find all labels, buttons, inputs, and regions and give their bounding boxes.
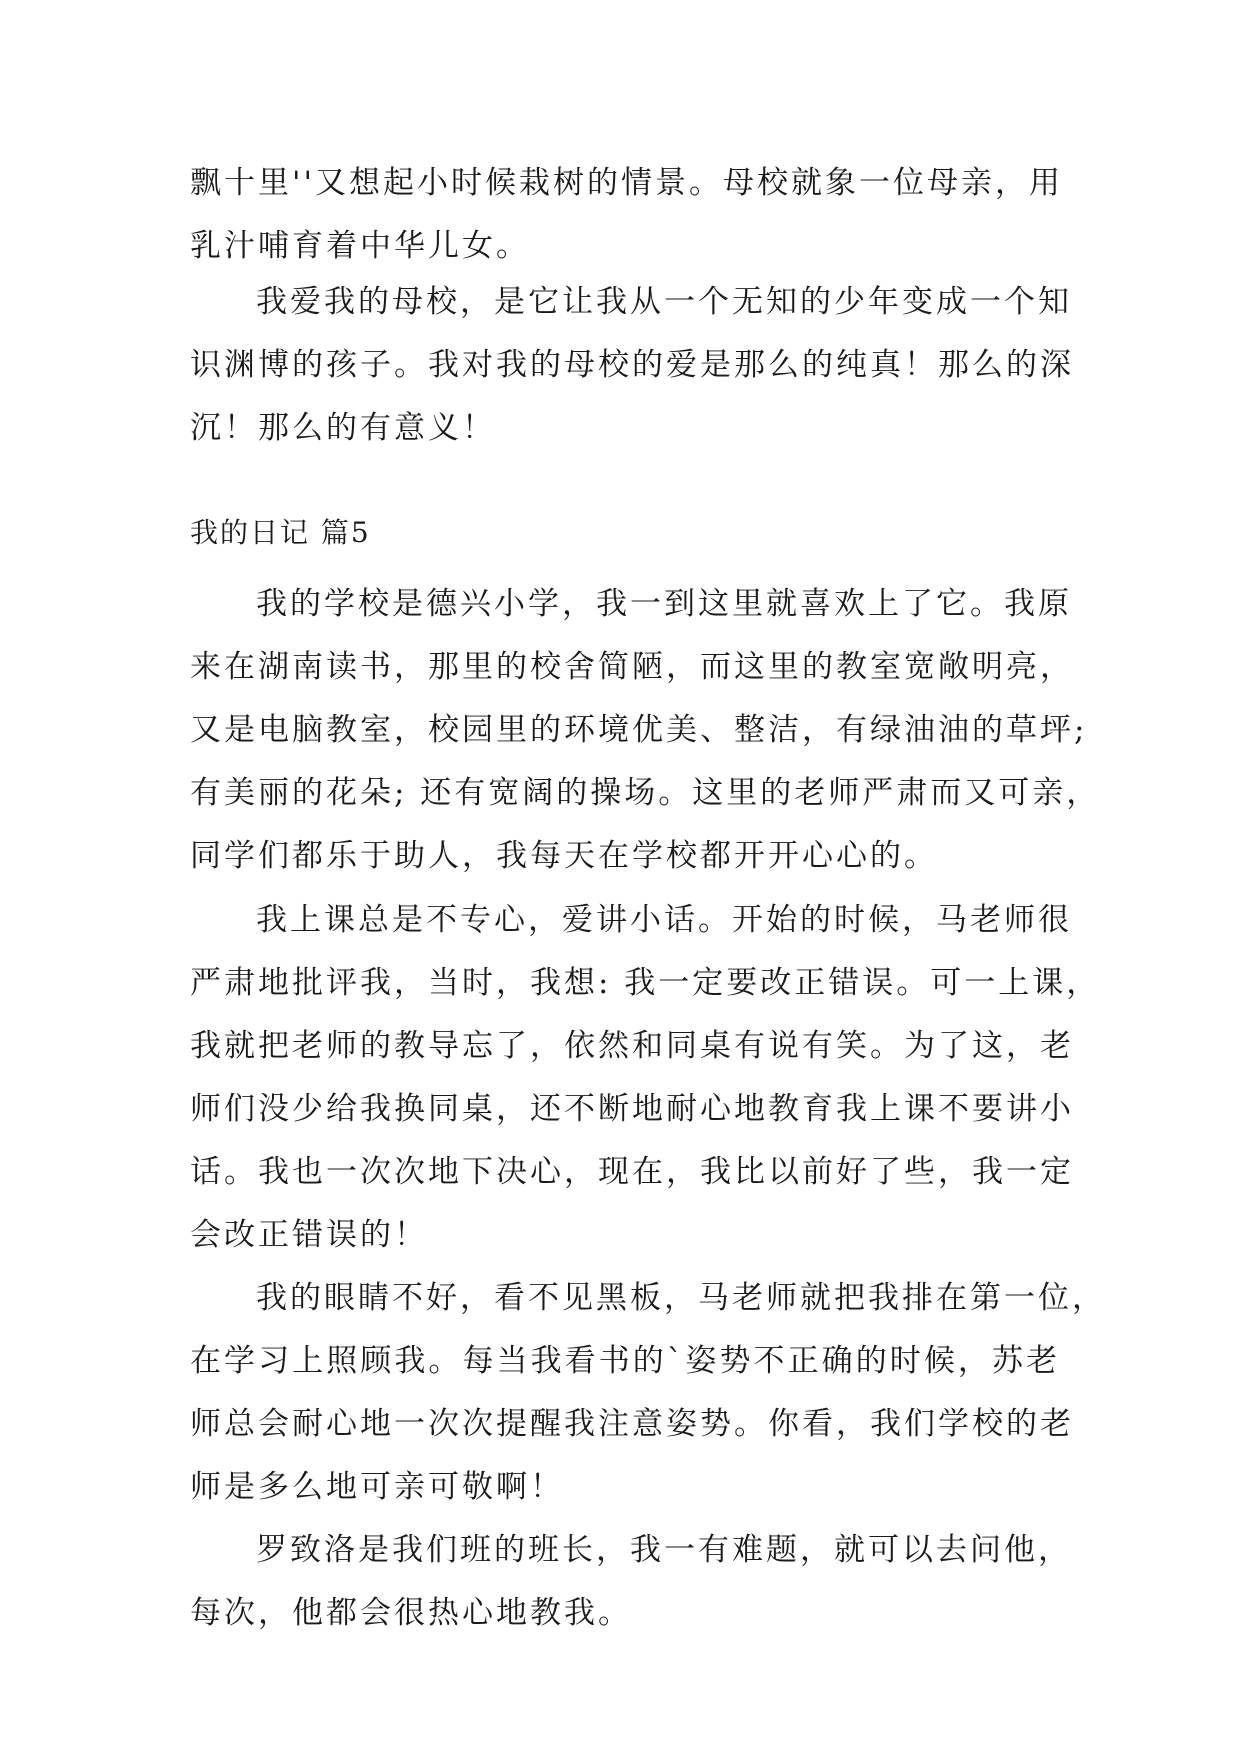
text-line: 飘十里''又想起小时候栽树的情景。母校就象一位母亲，用 [190,165,1064,201]
text-line: 同学们都乐于助人，我每天在学校都开开心心的。 [190,838,938,874]
text-line: 沉！那么的有意义！ [190,410,496,446]
paragraph-love-school [190,271,1074,460]
text-line: 师总会耐心地一次次提醒我注意姿势。你看，我们学校的老 [190,1406,1074,1442]
paragraph-class-behavior [190,889,1101,1267]
text-line: 来在湖南读书，那里的校舍简陋，而这里的教室宽敞明亮， [190,649,1074,685]
text-line: 又是电脑教室，校园里的环境优美、整洁，有绿油油的草坪; [190,712,1088,748]
text-line: 严肃地批评我，当时，我想: 我一定要改正错误。可一上课， [190,965,1101,1001]
text-line: 我的学校是德兴小学，我一到这里就喜欢上了它。我原 [256,586,1072,622]
text-line: 话。我也一次次地下决心，现在，我比以前好了些，我一定 [190,1154,1074,1190]
text-line: 师是多么地可亲可敬啊！ [190,1469,564,1505]
text-line: 在学习上照顾我。每当我看书的`姿势不正确的时候，苏老 [190,1343,1060,1379]
paragraph-class-monitor [190,1519,1072,1645]
text-line: 我就把老师的教导忘了，依然和同桌有说有笑。为了这，老 [190,1028,1074,1064]
text-line: 每次，他都会很热心地教我。 [190,1595,632,1631]
text-line: 有美丽的花朵; 还有宽阔的操场。这里的老师严肃而又可亲， [190,775,1101,811]
text-line: 我的眼睛不好，看不见黑板，马老师就把我排在第一位， [256,1280,1106,1316]
section-heading: 我的日记 篇5 [190,516,371,549]
paragraph-mother-school-ending [190,152,1064,278]
paragraph-eyesight [190,1267,1106,1519]
text-line: 罗致洛是我们班的班长，我一有难题，就可以去问他， [256,1532,1072,1568]
text-line: 我爱我的母校，是它让我从一个无知的少年变成一个知 [256,284,1072,320]
text-line: 识渊博的孩子。我对我的母校的爱是那么的纯真！那么的深 [190,347,1074,383]
text-line: 乳汁哺育着中华儿女。 [190,228,530,264]
text-line: 师们没少给我换同桌，还不断地耐心地教育我上课不要讲小 [190,1091,1074,1127]
text-line: 我上课总是不专心，爱讲小话。开始的时候，马老师很 [256,902,1072,938]
paragraph-my-school [190,573,1101,888]
text-line: 会改正错误的！ [190,1217,428,1253]
